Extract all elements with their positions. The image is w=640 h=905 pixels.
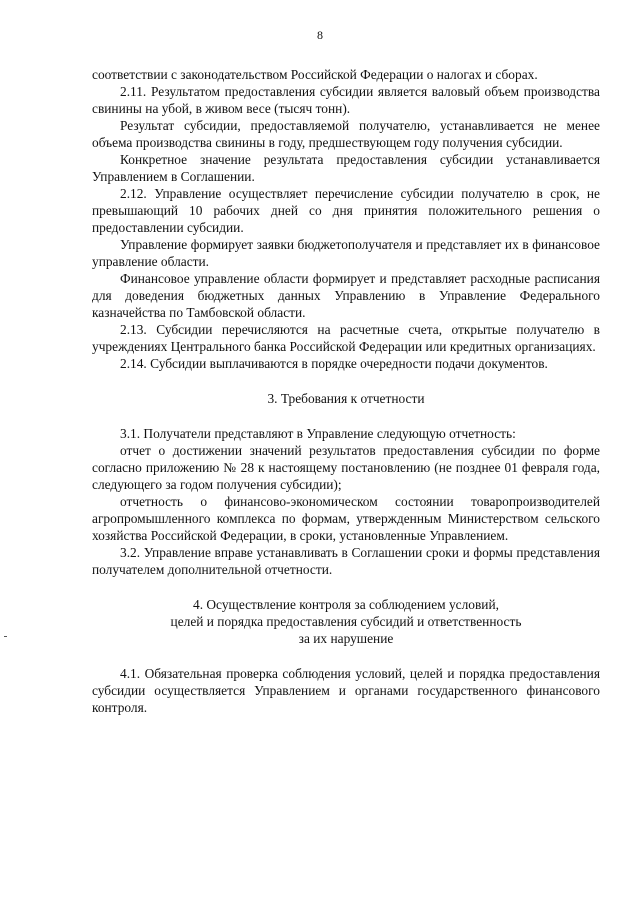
paragraph: Конкретное значение результата предоставления субсидии устанавливается Управлением в Соглашении. [92, 152, 600, 184]
paragraph: отчетность о финансово-экономическом состоянии товаропроизводителей агропромышленного комплекса по формам, утвержденным Министерством сельского хозяйства Российской Федерации, в сроки, установленные Управлением. [92, 494, 600, 543]
paragraph: 2.13. Субсидии перечисляются на расчетные счета, открытые получателю в учреждениях Центрального банка Российской Федерации или кредитных организациях. [92, 322, 600, 354]
paragraph: Финансовое управление области формирует и представляет расходные расписания для доведения бюджетных данных Управлению в Управление Федерального казначейства по Тамбовской области. [92, 271, 600, 320]
section-3-heading: 3. Требования к отчетности [267, 391, 425, 406]
heading-line: 4. Осуществление контроля за соблюдением условий, [193, 597, 499, 612]
section-4-heading [92, 596, 600, 647]
paragraph: Результат субсидии, предоставляемой получателю, устанавливается не менее объема производства свинины в году, предшествующем году получения субсидии. [92, 118, 600, 150]
paragraph: 2.14. Субсидии выплачиваются в порядке очередности подачи документов. [120, 356, 548, 371]
heading-line: за их нарушение [298, 631, 394, 646]
page-number: 8 [317, 28, 323, 42]
paragraph: 3.2. Управление вправе устанавливать в Соглашении сроки и формы представления получателем дополнительной отчетности. [92, 545, 600, 577]
paragraph: соответствии с законодательством Российской Федерации о налогах и сборах. [92, 67, 538, 82]
paragraph: 2.11. Результатом предоставления субсидии является валовый объем производства свинины на убой, в живом весе (тысяч тонн). [92, 84, 600, 116]
paragraph: Управление формирует заявки бюджетополучателя и представляет их в финансовое управление области. [92, 237, 600, 269]
margin-mark [4, 636, 7, 637]
heading-line: целей и порядка предоставления субсидий и ответственность [170, 614, 522, 629]
paragraph: 4.1. Обязательная проверка соблюдения условий, целей и порядка предоставления субсидии осуществляется Управлением и органами государственного финансового контроля. [92, 666, 600, 715]
paragraph: 2.12. Управление осуществляет перечисление субсидии получателю в срок, не превышающий 10 рабочих дней со дня принятия положительного решения о предоставлении субсидии. [92, 186, 600, 235]
paragraph: отчет о достижении значений результатов предоставления субсидии по форме согласно приложению № 28 к настоящему постановлению (не позднее 01 февраля года, следующего за годом получения субсидии); [92, 443, 600, 492]
paragraph: 3.1. Получатели представляют в Управление следующую отчетность: [120, 426, 516, 441]
document-body [92, 66, 600, 716]
